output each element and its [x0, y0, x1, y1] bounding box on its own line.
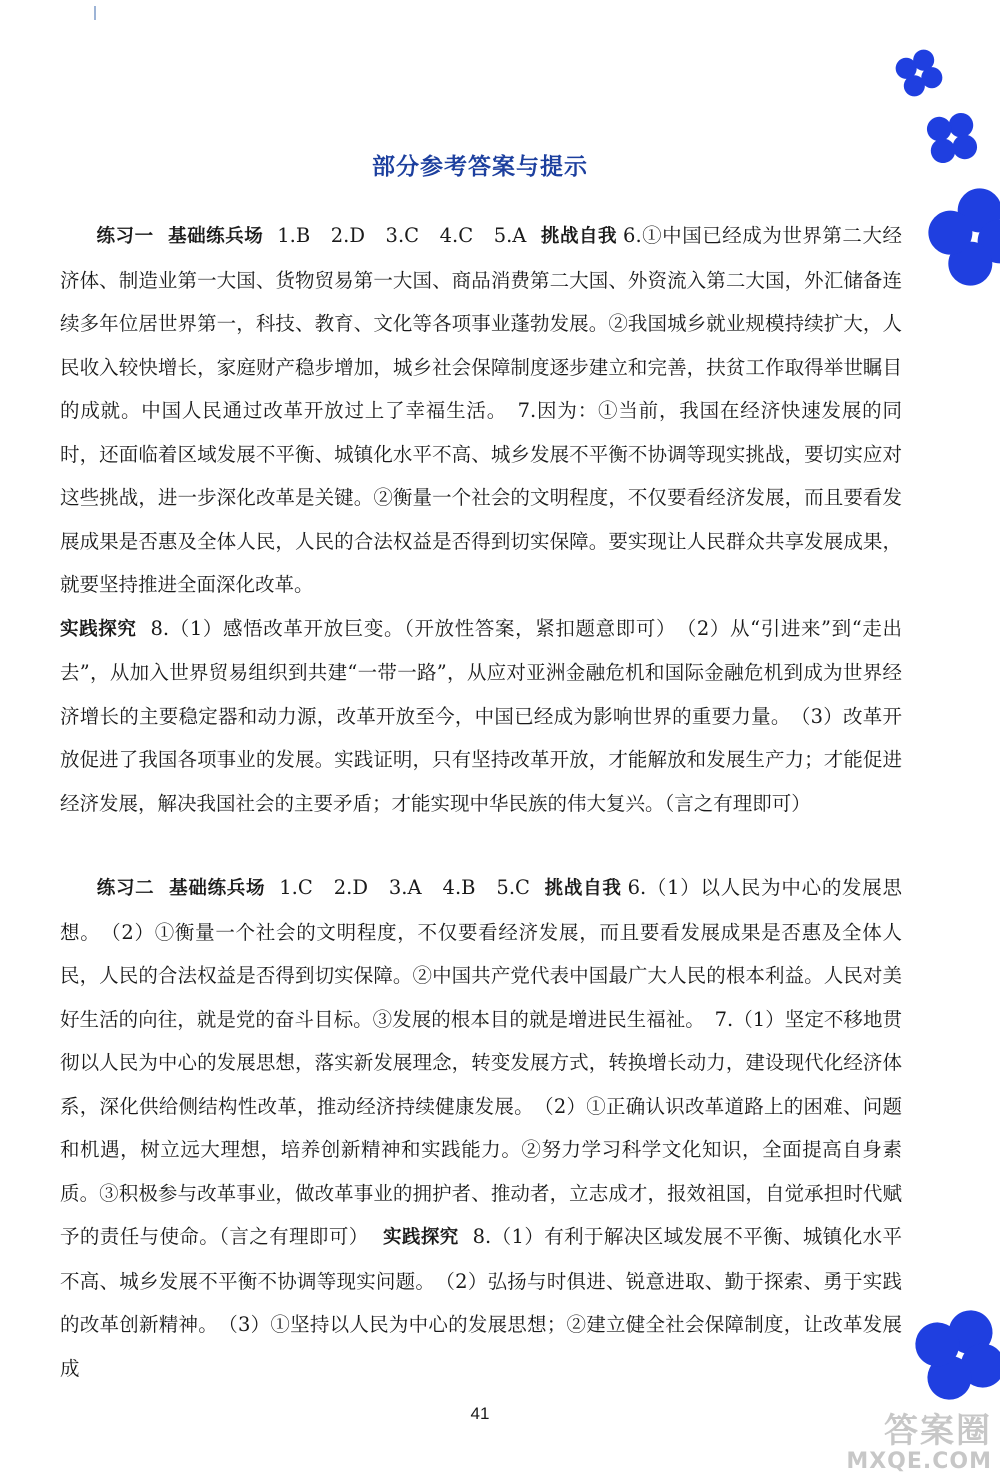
- exercise-1-label: 练习一: [96, 226, 154, 247]
- exercise-1-challenge-label: 挑战自我: [540, 226, 618, 247]
- exercise-2-practice-label: 实践探究: [382, 1227, 459, 1248]
- exercise-1-answers: [60, 214, 902, 825]
- exercise-2-practice-body: 8.（1）有利于解决区域发展不平衡、城镇化水平不高、城乡发展不平衡不协调等现实问题。 （2）弘扬与时俱进、锐意进取、勤于探索、勇于实践的改革创新精神。 （3）①坚持以人民为中心的发展思想；②建立健全社会保障制度，让改革发展成: [60, 1225, 902, 1380]
- edge-marker: [94, 6, 96, 20]
- clover-bottom-icon: [905, 1300, 1000, 1410]
- exercise-2-answers: [60, 866, 902, 1390]
- watermark-logo-text: 答案圈: [884, 1411, 992, 1452]
- exercise-2-basic-label: 基础练兵场: [168, 878, 266, 899]
- exercise-2-label: 练习二: [96, 878, 155, 899]
- page-title: 部分参考答案与提示: [372, 154, 588, 180]
- page-number: 41: [470, 1404, 490, 1423]
- exercise-1-practice-body: 8.（1）感悟改革开放巨变。（开放性答案，紧扣题意即可） （2）从“引进来”到“走出去”，从加入世界贸易组织到共建“一带一路”，从应对亚洲金融危机和国际金融危机到成为世界经济增长的主要稳定器和动力源，改革开放至今，中国已经成为影响世界的重要力量。 （3）改革开放促进了我国各项事业的发展。实践证明，只有坚持改革开放，才能解放和发展生产力；才能促进经济发展，解决我国社会的主要矛盾；才能实现中华民族的伟大复兴。（言之有理即可）: [60, 616, 902, 815]
- clover-large-icon: [920, 182, 1000, 292]
- exercise-1-practice-label: 实践探究: [60, 618, 137, 640]
- exercise-1-basic-answers: 1.B 2.D 3.C 4.C 5.A: [277, 224, 527, 247]
- exercise-1-basic-label: 基础练兵场: [167, 226, 264, 247]
- exercise-2-basic-answers: 1.C 2.D 3.A 4.B 5.C: [279, 876, 530, 899]
- exercise-2-body: 6.（1）以人民为中心的发展思想。 （2）①衡量一个社会的文明程度，不仅要看经济发展，而且要看发展成果是否惠及全体人民，人民的合法权益是否得到切实保障。②中国共产党代表中国最广大人民的根本利益。人民对美好生活的向往，就是党的奋斗目标。③发展的根本目的就是增进民生福祉。 7.（1）坚定不移地贯彻以人民为中心的发展思想，落实新发展理念，转变发展方式，转换增长动力，建设现代化经济体系，深化供给侧结构性改革，推动经济持续健康发展。 （2）①正确认识改革道路上的困难、问题和机遇，树立远大理想，培养创新精神和实践能力。②努力学习科学文化知识，全面提高自身素质。③积极参与改革事业，做改革事业的拥护者、推动者，立志成才，报效祖国，自觉承担时代赋予的责任与使命。（言之有理即可）: [60, 876, 902, 1248]
- watermark-url: MXQE.COM: [846, 1448, 992, 1474]
- site-watermark: [846, 1411, 992, 1474]
- clover-small-icon: [888, 42, 950, 104]
- exercise-2-challenge-label: 挑战自我: [543, 878, 622, 899]
- exercise-1-body: 6.①中国已经成为世界第二大经济体、制造业第一大国、货物贸易第一大国、商品消费第二大国、外资流入第二大国，外汇储备连续多年位居世界第一，科技、教育、文化等各项事业蓬勃发展。②我国城乡就业规模持续扩大，人民收入较快增长，家庭财产稳步增加，城乡社会保障制度逐步建立和完善，扶贫工作取得举世瞩目的成就。中国人民通过改革开放过上了幸福生活。 7.因为：①当前，我国在经济快速发展的同时，还面临着区域发展不平衡、城镇化水平不高、城乡发展不平衡不协调等现实挑战，要切实应对这些挑战，进一步深化改革是关键。②衡量一个社会的文明程度，不仅要看经济发展，而且要看发展成果是否惠及全体人民，人民的合法权益是否得到切实保障。要实现让人民群众共享发展成果，就要坚持推进全面深化改革。: [60, 224, 902, 596]
